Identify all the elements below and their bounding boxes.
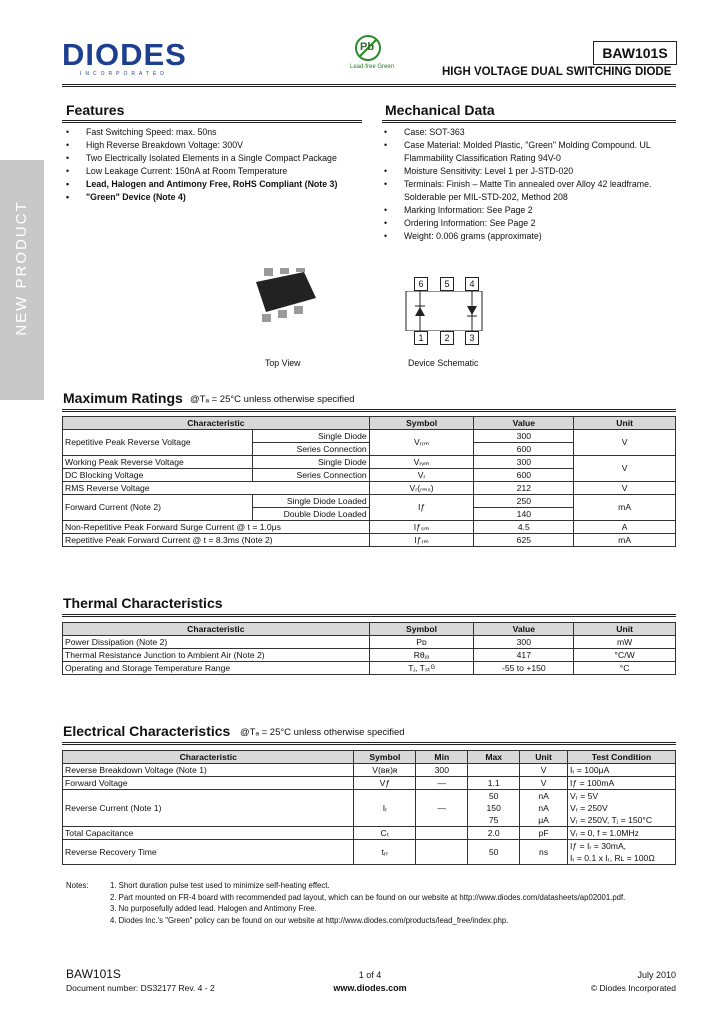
mechanical-item: • Case Material: Molded Plastic, "Green" Molding Compound. UL Flammability Classification Rating 94V-0 [382,139,678,165]
sot363-package-icon [250,268,322,330]
feature-item: • High Reverse Breakdown Voltage: 300V [64,139,364,152]
value-cell: 300 [474,456,574,469]
column-header: Value [474,417,574,430]
condition-cell: Iƒ = 100mA [568,777,676,790]
electrical-title: Electrical Characteristics [63,723,231,739]
unit-cell: pF [520,827,568,840]
unit-cell: V [574,456,676,482]
electrical-table [62,750,676,865]
symbol-cell: Vƒ [354,777,416,790]
symbol-cell: Cₜ [354,827,416,840]
company-logo-subtitle: INCORPORATED [80,71,168,77]
condition-cell: Series Connection [252,443,369,456]
max-ratings-rule [62,409,676,412]
characteristic-cell: Operating and Storage Temperature Range [63,662,370,675]
column-header: Unit [574,417,676,430]
unit-cell: nA [520,802,568,814]
value-cell: 600 [474,469,574,482]
thermal-table [62,622,676,675]
max-cell: 50 [468,790,520,803]
value-cell: 4.5 [474,521,574,534]
table-row [63,662,676,675]
characteristic-cell: Working Peak Reverse Voltage [63,456,253,469]
table-header-row [63,751,676,764]
condition-cell: Series Connection [252,469,369,482]
condition-cell: Vᵣ = 250V, Tⱼ = 150°C [568,814,676,827]
value-cell: 300 [474,636,574,649]
mechanical-title: Mechanical Data [385,102,495,118]
diode-symbols-icon [402,291,488,331]
symbol-cell: tᵣᵣ [354,840,416,865]
max-cell: 75 [468,814,520,827]
electrical-note: @Tₐ = 25°C unless otherwise specified [240,727,405,738]
column-header: Min [416,751,468,764]
max-cell: 1.1 [468,777,520,790]
unit-cell: mW [574,636,676,649]
value-cell: 140 [474,508,574,521]
symbol-cell: Rθⱼₐ [369,649,474,662]
feature-item: • Two Electrically Isolated Elements in a Single Compact Package [64,152,364,165]
note-item: 2. Part mounted on FR-4 board with recommended pad layout, which can be found on our website at http://www.diodes.com/datasheets/ap02001.pdf. [110,892,626,902]
lead-free-badge-text: Pb [360,41,375,53]
mechanical-item: • Case: SOT-363 [382,126,678,139]
column-header: Unit [574,623,676,636]
value-cell: 625 [474,534,574,547]
symbol-cell: Pᴅ [369,636,474,649]
symbol-cell: Iƒₛₘ [369,521,474,534]
feature-item: • Fast Switching Speed: max. 50ns [64,126,364,139]
max-ratings-title: Maximum Ratings [63,390,183,406]
features-list [64,126,364,204]
column-header: Symbol [369,623,474,636]
top-view-label: Top View [265,358,301,368]
symbol-cell: Iƒ [369,495,474,521]
pin-1: 1 [414,331,428,345]
mechanical-rule [382,120,676,123]
characteristic-cell: Reverse Breakdown Voltage (Note 1) [63,764,354,777]
part-number-box: BAW101S [593,41,677,65]
mechanical-item: • Weight: 0.006 grams (approximate) [382,230,678,243]
characteristic-cell: DC Blocking Voltage [63,469,253,482]
footer-copyright: © Diodes Incorporated [590,983,676,993]
characteristic-cell: Reverse Current (Note 1) [63,790,354,827]
min-cell [416,827,468,840]
table-row [63,521,676,534]
condition-cell: Iᵣ = 0.1 x Iᵣ, Rʟ = 100Ω [568,852,676,865]
characteristic-cell: Forward Current (Note 2) [63,495,253,521]
table-row [63,430,676,443]
pin-6: 6 [414,277,428,291]
symbol-cell: Vᵣᵣₘ [369,430,474,456]
column-header: Test Condition [568,751,676,764]
features-rule [62,120,362,123]
unit-cell: °C [574,662,676,675]
mechanical-item: • Terminals: Finish – Matte Tin annealed over Alloy 42 leadframe. Solderable per MIL-STD-202, Method 208 [382,178,678,204]
value-cell: -55 to +150 [474,662,574,675]
min-cell [416,840,468,865]
value-cell: 300 [474,430,574,443]
new-product-label: NEW PRODUCT [13,200,30,336]
table-row [63,456,676,469]
max-cell: 2.0 [468,827,520,840]
mechanical-list [382,126,678,243]
unit-cell: mA [574,534,676,547]
min-cell: — [416,777,468,790]
characteristic-cell: Power Dissipation (Note 2) [63,636,370,649]
note-item: 4. Diodes Inc.'s "Green" policy can be found on our website at http://www.diodes.com/products/lead_free/index.php. [110,915,509,925]
header-rule [62,84,676,87]
schematic-label: Device Schematic [408,358,479,368]
characteristic-cell: Repetitive Peak Reverse Voltage [63,430,253,456]
unit-cell: mA [574,495,676,521]
table-row [63,840,676,853]
min-cell: — [416,790,468,827]
note-item: 1. Short duration pulse test used to minimize self-heating effect. [110,881,330,890]
table-row [63,495,676,508]
condition-cell: Vᵣ = 0, f = 1.0MHz [568,827,676,840]
unit-cell: V [574,430,676,456]
condition-cell: Iƒ = Iᵣ = 30mA, [568,840,676,853]
column-header: Characteristic [63,417,370,430]
table-row [63,777,676,790]
pin-3: 3 [465,331,479,345]
pin-2: 2 [440,331,454,345]
table-row [63,649,676,662]
column-header: Symbol [354,751,416,764]
electrical-rule [62,742,676,745]
column-header: Value [474,623,574,636]
characteristic-cell: Thermal Resistance Junction to Ambient Air (Note 2) [63,649,370,662]
feature-item: • "Green" Device (Note 4) [64,191,364,204]
pin-5: 5 [440,277,454,291]
company-logo: DIODES [62,37,187,72]
symbol-cell: Tⱼ, Tₛₜᴳ [369,662,474,675]
mechanical-item: • Ordering Information: See Page 2 [382,217,678,230]
column-header: Unit [520,751,568,764]
condition-cell: Vᵣ = 250V [568,802,676,814]
value-cell: 417 [474,649,574,662]
characteristic-cell: Reverse Recovery Time [63,840,354,865]
table-row [63,534,676,547]
condition-cell: Single Diode Loaded [252,495,369,508]
table-header-row [63,417,676,430]
footer-website-link[interactable]: www.diodes.com [333,983,407,993]
feature-item: • Low Leakage Current: 150nA at Room Temperature [64,165,364,178]
footer-page: 1 of 4 [358,970,382,980]
symbol-cell: V(ʙʀ)ʀ [354,764,416,777]
table-row [63,636,676,649]
features-title: Features [66,102,125,118]
symbol-cell: Vᵣ(ᵣₘₛ) [369,482,474,495]
condition-cell: Double Diode Loaded [252,508,369,521]
max-cell: 150 [468,802,520,814]
notes-label: Notes: [66,881,89,890]
value-cell: 250 [474,495,574,508]
mechanical-item: • Moisture Sensitivity: Level 1 per J-STD-020 [382,165,678,178]
characteristic-cell: Non-Repetitive Peak Forward Surge Current @ t = 1.0μs [63,521,370,534]
footer-document-number: Document number: DS32177 Rev. 4 - 2 [66,983,215,993]
feature-item: • Lead, Halogen and Antimony Free, RoHS Compliant (Note 3) [64,178,364,191]
symbol-cell: Iƒᵣₘ [369,534,474,547]
unit-cell: V [574,482,676,495]
device-schematic [402,274,488,344]
column-header: Characteristic [63,751,354,764]
table-row [63,482,676,495]
thermal-title: Thermal Characteristics [63,595,223,611]
note-item: 3. No purposefully added lead. Halogen and Antimony Free. [110,904,317,913]
min-cell: 300 [416,764,468,777]
characteristic-cell: Repetitive Peak Forward Current @ t = 8.3ms (Note 2) [63,534,370,547]
characteristic-cell: RMS Reverse Voltage [63,482,370,495]
unit-cell: V [520,777,568,790]
table-row [63,764,676,777]
unit-cell: V [520,764,568,777]
footer-part-number: BAW101S [66,967,121,981]
column-header: Characteristic [63,623,370,636]
pin-4: 4 [465,277,479,291]
thermal-rule [62,614,676,617]
characteristic-cell: Total Capacitance [63,827,354,840]
column-header: Symbol [369,417,474,430]
symbol-cell: Vᵣ [369,469,474,482]
table-header-row [63,623,676,636]
notes-list [110,880,676,926]
condition-cell: Single Diode [252,430,369,443]
max-cell [468,764,520,777]
product-subtitle: HIGH VOLTAGE DUAL SWITCHING DIODE [442,66,672,78]
value-cell: 600 [474,443,574,456]
characteristic-cell: Forward Voltage [63,777,354,790]
table-row [63,790,676,803]
unit-cell: A [574,521,676,534]
mechanical-item: • Marking Information: See Page 2 [382,204,678,217]
max-cell: 50 [468,840,520,865]
unit-cell: °C/W [574,649,676,662]
column-header: Max [468,751,520,764]
table-row [63,827,676,840]
value-cell: 212 [474,482,574,495]
unit-cell: μA [520,814,568,827]
unit-cell: nA [520,790,568,803]
unit-cell: ns [520,840,568,865]
condition-cell: Single Diode [252,456,369,469]
lead-free-badge-label: Lead-free Green [350,64,395,70]
max-ratings-note: @Tₐ = 25°C unless otherwise specified [190,394,355,405]
symbol-cell: Vᵣᵥₘ [369,456,474,469]
footer-date: July 2010 [637,970,676,980]
max-ratings-table [62,416,676,547]
condition-cell: Vᵣ = 5V [568,790,676,803]
symbol-cell: Iᵣ [354,790,416,827]
condition-cell: Iᵣ = 100μA [568,764,676,777]
